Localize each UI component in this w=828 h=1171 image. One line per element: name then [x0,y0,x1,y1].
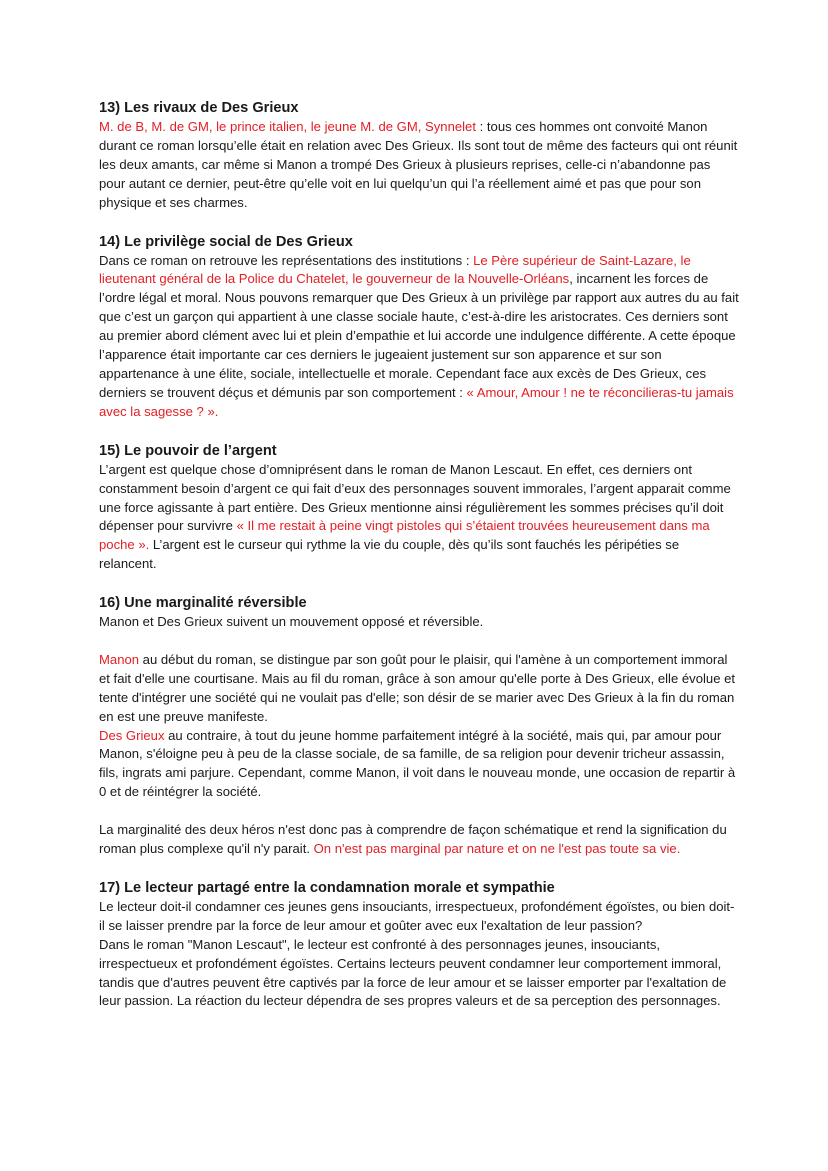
paragraph-conclusion [99,821,739,859]
section-title: 13) Les rivaux de Des Grieux [99,100,299,116]
section-title: 16) Une marginalité réversible [99,595,307,612]
paragraph-answer: Dans le roman "Manon Lescaut", le lecteur est confronté à des personnages jeunes, insouciants, irrespectueux et profondément égoïstes. Certains lecteurs peuvent condamner leur comportement immoral, tandis que d'autres peuvent être captivés par la force de leur amour et se laisser emporter par l'exaltation de leur passion. La réaction du lecteur dépendra de ses propres valeurs et de sa perception des personnages. [99,936,727,1009]
body-text: La marginalité des deux héros n'est donc pas à comprendre de façon schématique et rend la signification du roman plus complexe qu'il n'y parait. [99,822,727,856]
highlighted-text: Manon [99,651,140,667]
body-text: au contraire, à tout du jeune homme parfaitement intégré à la société, mais qui, par amour pour Manon, s'éloigne peu à peu de la classe sociale, de sa famille, de sa religion pour devenir tricheur assassin, fils, ingrats ami parjure. Cependant, comme Manon, il voit dans le nouveau monde, une occasion de repartir à 0 et de réintégrer la société. [99,727,736,800]
paragraph [99,252,739,422]
body-text: : tous ces hommes ont convoité Manon durant ce roman lorsqu’elle était en relation avec Des Grieux. Ils sont tout de même des facteurs qui ont réunit les deux amants, car même si Manon a trompé Des Grieux à plusieurs reprises, celle-ci n’abandonne pas pour autant ce dernier, peut-être qu’elle voit en lui quelqu’un qui l’a réellement aimé et pas que pour son physique et ses charmes. [99,119,738,210]
body-text: L’argent est quelque chose d’omniprésent dans le roman de Manon Lescaut. En effet, ces derniers ont constamment besoin d’argent ce qui fait d’eux des personnages souvent immorales, l’argent apparait comme une force agissante à part entière. Des Grieux mentionne ainsi régulièrement les sommes précises qu’il doit dépenser pour survivre [99,461,731,534]
body-text: , incarnent les forces de l’ordre légal et moral. Nous pouvons remarquer que Des Grieux à un privilège par rapport aux autres du au fait que c’est un garçon qui appartient à une classe sociale haute, c’est-à-dire les aristocrates. Ces derniers sont au premier abord clément avec lui et plein d’empathie et lui accorde une indulgence différente. A cette époque l’apparence était importante car ces derniers le jugeaient justement sur son apparence et sur son appartenance à une élite, sociale, intellectuelle et morale. Cependant face aux excès de Des Grieux, ces derniers se trouvent déçus et démunis par son comportement : [99,271,739,400]
body-text: au début du roman, se distingue par son goût pour le plaisir, qui l'amène à un comportement immoral et fait d'elle une courtisane. Mais au fil du roman, grâce à son amour qu'elle porte à Des Grieux, elle évolue et tente d'intégrer une société qui ne voulait pas d'elle; son désir de se marier avec Des Grieux à la fin du roman en est une preuve manifeste. [99,651,736,724]
section-title: 15) Le pouvoir de l’argent [99,442,277,459]
paragraph-des-grieux [99,727,739,803]
section-13 [99,99,739,213]
paragraph-gap [99,632,739,651]
paragraph-gap [99,802,739,821]
section-16 [99,594,739,859]
highlighted-text: Des Grieux [99,727,165,743]
section-title: 17) Le lecteur partagé entre la condamnation morale et sympathie [99,879,555,896]
section-14 [99,233,739,422]
paragraph-question: Le lecteur doit-il condamner ces jeunes gens insouciants, irrespectueux, profondément égoïstes, ou bien doit-il se laisser prendre par la force de leur amour et goûter avec eux l'exaltation de leur passion? [99,898,735,933]
paragraph-intro: Manon et Des Grieux suivent un mouvement opposé et réversible. [99,614,484,630]
quote-text: « Amour, Amour ! ne te réconcilieras-tu jamais avec la sagesse ? ». [99,384,734,419]
paragraph [99,461,739,574]
paragraph-manon [99,651,739,727]
section-title: 14) Le privilège social de Des Grieux [99,233,353,250]
highlighted-text: M. de B, M. de GM, le prince italien, le jeune M. de GM, Synnelet [99,119,476,134]
section-15 [99,442,739,574]
highlighted-text: On n'est pas marginal par nature et on ne l'est pas toute sa vie. [313,840,681,856]
document-body [99,99,739,1031]
quote-text: « Il me restait à peine vingt pistoles qui s’étaient trouvées heureusement dans ma poche ». [99,518,710,553]
paragraph [99,118,739,213]
highlighted-text: Le Père supérieur de Saint-Lazare, le lieutenant général de la Police du Chatelet, le gouverneur de la Nouvelle-Orléans [99,252,691,287]
body-text: Dans ce roman on retrouve les représentations des institutions : [99,252,474,268]
section-17 [99,879,739,1011]
body-text: L’argent est le curseur qui rythme la vie du couple, dès qu’ils sont fauchés les péripéties se relancent. [99,537,680,572]
